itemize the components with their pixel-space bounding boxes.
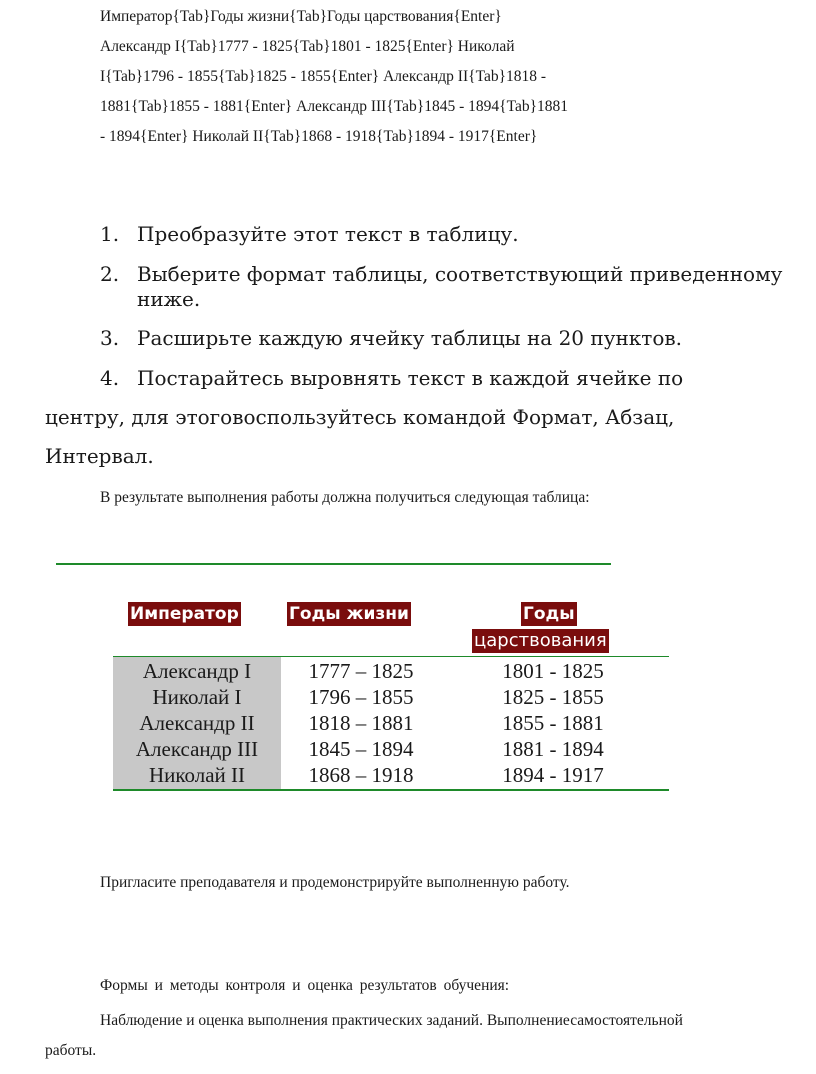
bottom-rule — [113, 789, 669, 791]
step-4-text-continued: центру, для этоговоспользуйтесь командой Формат, Абзац, — [45, 405, 675, 429]
control-text: Наблюдение и оценка выполнения практических заданий. Выполнениесамостоятельной — [100, 1012, 683, 1029]
step-number: 4. — [100, 366, 120, 390]
step-number: 1. — [100, 222, 120, 246]
step-text: Постарайтесь выровнять текст в каждой ячейке по — [137, 366, 684, 390]
table-cell: 1825 - 1855 — [502, 685, 604, 709]
invite-text: Пригласите преподавателя и продемонстрируйте выполненную работу. — [100, 874, 570, 891]
source-text-line-3: I{Tab}1796 - 1855{Tab}1825 - 1855{Enter} Александр II{Tab}1818 - — [100, 68, 547, 85]
source-text-line-1: Император{Tab}Годы жизни{Tab}Годы царствования{Enter} — [100, 8, 502, 25]
result-intro: В результате выполнения работы должна получиться следующая таблица: — [100, 489, 590, 506]
header-years-of-life: Годы жизни — [289, 604, 409, 624]
step-number: 3. — [100, 326, 120, 350]
step-text-continued: ниже. — [137, 287, 201, 311]
table-cell: 1868 – 1918 — [308, 763, 414, 787]
table-cell: Александр I — [142, 659, 252, 683]
table-cell: 1801 - 1825 — [502, 659, 604, 683]
table-cell: 1881 - 1894 — [502, 737, 604, 761]
header-reign-years-2: царствования — [474, 630, 607, 651]
table-cell: Николай I — [152, 685, 242, 709]
control-text-continued: работы. — [45, 1042, 97, 1059]
step-text: Расширьте каждую ячейку таблицы на 20 пунктов. — [137, 326, 683, 350]
source-text-line-5: - 1894{Enter} Николай II{Tab}1868 - 1918{Tab}1894 - 1917{Enter} — [100, 128, 538, 145]
table-cell: Александр III — [135, 737, 259, 761]
source-text-line-2: Александр I{Tab}1777 - 1825{Tab}1801 - 1825{Enter} Николай — [100, 38, 515, 55]
step-text: Выберите формат таблицы, соответствующий приведенному — [137, 262, 783, 286]
control-heading: Формы и методы контроля и оценка результатов обучения: — [100, 977, 510, 994]
table-cell: 1855 - 1881 — [502, 711, 604, 735]
table-cell: Николай II — [148, 763, 246, 787]
step-4-text-end: Интервал. — [45, 444, 154, 468]
table-cell: 1796 – 1855 — [308, 685, 414, 709]
table-cell: 1777 – 1825 — [308, 659, 414, 683]
source-text-line-4: 1881{Tab}1855 - 1881{Enter} Александр III{Tab}1845 - 1894{Tab}1881 — [100, 98, 569, 115]
table-cell: Александр II — [139, 711, 255, 735]
header-emperor: Император — [130, 604, 239, 624]
step-text: Преобразуйте этот текст в таблицу. — [137, 222, 519, 246]
step-number: 2. — [100, 262, 120, 286]
table-cell: 1845 – 1894 — [308, 737, 414, 761]
table-cell: 1818 – 1881 — [308, 711, 414, 735]
table-cell: 1894 - 1917 — [502, 763, 604, 787]
header-reign-years-1: Годы — [523, 604, 575, 624]
